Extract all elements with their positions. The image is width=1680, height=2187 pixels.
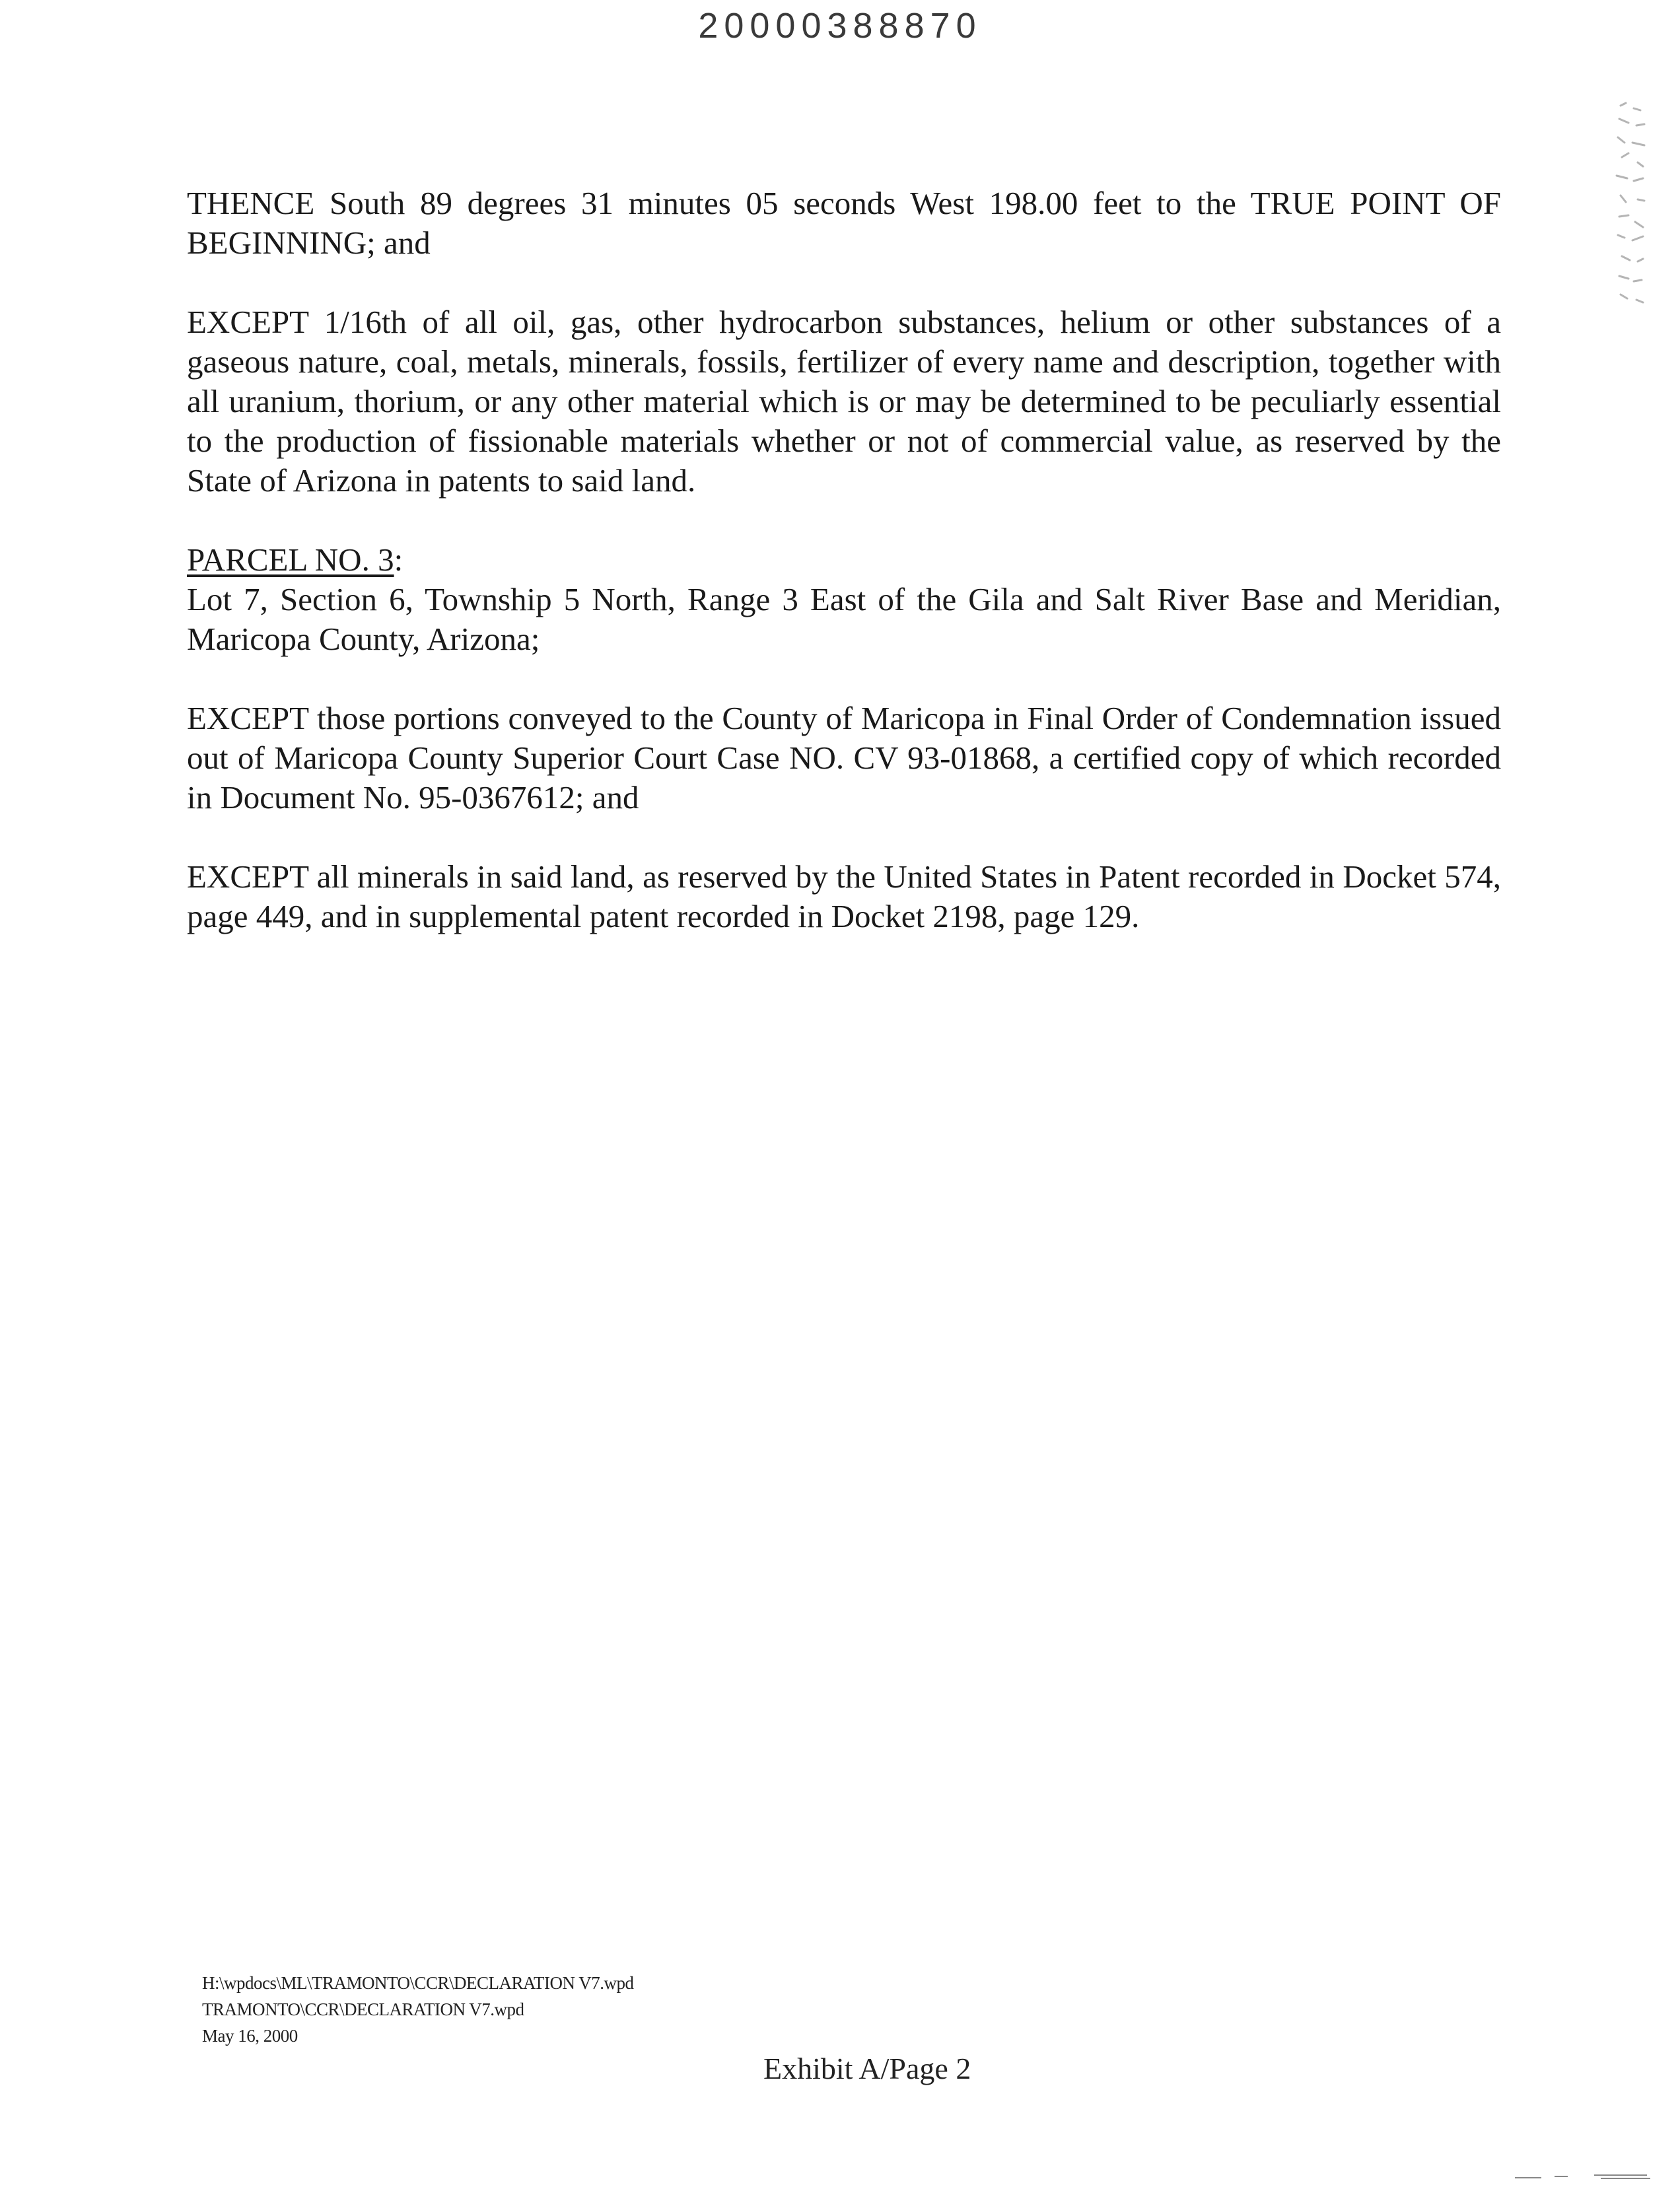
footer-file-info <box>202 1970 634 2049</box>
footer-path-line-2: TRAMONTO\CCR\DECLARATION V7.wpd <box>202 1999 524 2019</box>
footer-date: May 16, 2000 <box>202 2026 298 2046</box>
parcel-heading-line <box>187 540 1501 580</box>
legal-description <box>187 184 1501 976</box>
footer-path-line-1: H:\wpdocs\ML\TRAMONTO\CCR\DECLARATION V7.wpd <box>202 1973 634 1993</box>
parcel-heading-colon: : <box>394 541 403 578</box>
exhibit-page-label: Exhibit A/Page 2 <box>763 2052 971 2085</box>
paragraph-thence: THENCE South 89 degrees 31 minutes 05 seconds West 198.00 feet to the TRUE POINT OF BEGINNING; and <box>187 185 1501 261</box>
paragraph-except-condemnation: EXCEPT those portions conveyed to the County of Maricopa in Final Order of Condemnation issued out of Maricopa County Superior Court Case NO. CV 93-01868, a certified copy of which recorded in Document No. 95-0367612; and <box>187 700 1501 816</box>
recorder-stamp-mark <box>1607 99 1660 310</box>
scan-artifact-marks <box>1515 2172 1654 2180</box>
paragraph-except-minerals: EXCEPT all minerals in said land, as reserved by the United States in Patent recorded in Docket 574, page 449, and in supplemental patent recorded in Docket 2198, page 129. <box>187 858 1501 934</box>
paragraph-except-hydrocarbons: EXCEPT 1/16th of all oil, gas, other hydrocarbon substances, helium or other substances of a gaseous nature, coal, metals, minerals, fossils, fertilizer of every name and description, together with all uranium, thorium, or any other material which is or may be determined to be peculiarly essential to the production of fissionable materials whether or not of commercial value, as reserved by the State of Arizona in patents to said land. <box>187 304 1501 499</box>
recording-number: 20000388870 <box>698 6 982 46</box>
paragraph-parcel-description: Lot 7, Section 6, Township 5 North, Range 3 East of the Gila and Salt River Base and Meridian, Maricopa County, Arizona; <box>187 581 1501 657</box>
parcel-heading: PARCEL NO. 3 <box>187 541 394 578</box>
